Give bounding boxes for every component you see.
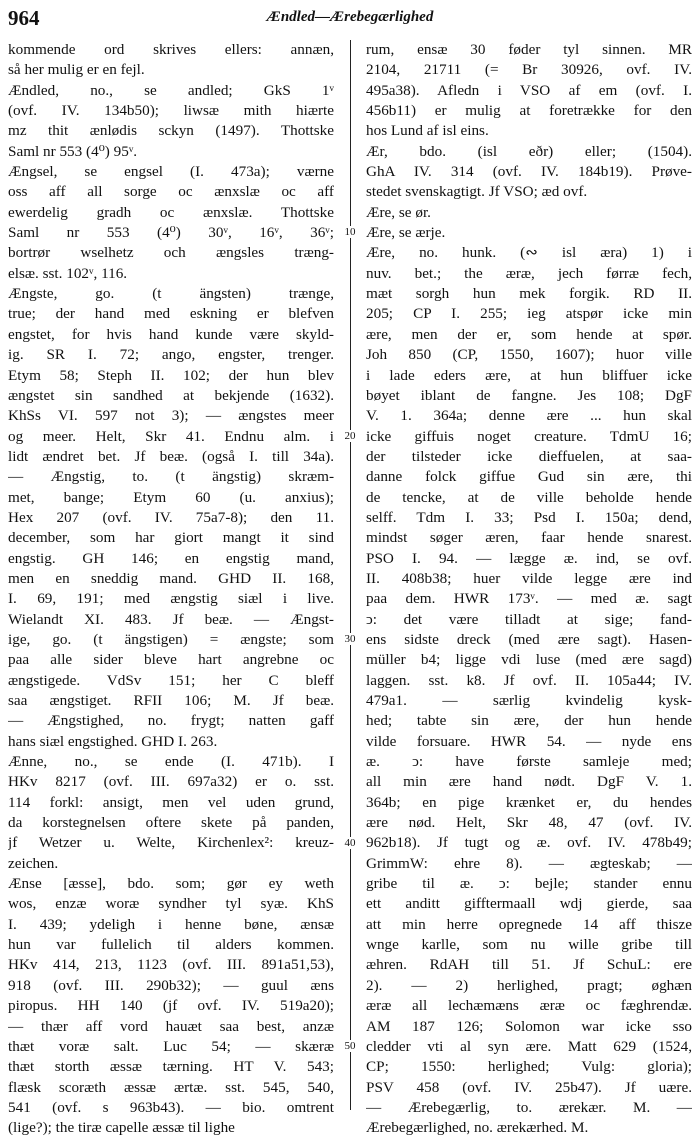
- text-line: att min herre opregnede 14 aff thisze: [366, 915, 692, 933]
- text-line: Ær, bdo. (isl eðr) eller; (1504).: [366, 142, 692, 160]
- right-column: [366, 40, 692, 1139]
- text-line: Joh 850 (CP, 1550, 1607); huor ville: [366, 346, 692, 364]
- text-line: (lige?); the tiræ capelle æssæ til lighe: [8, 1119, 235, 1137]
- text-line: ængstet sin sandhed at bekjende (1632).: [8, 386, 334, 404]
- text-line: bøyet iblant de fangne. Jes 108; DgF: [366, 386, 692, 404]
- text-line: Ængste, go. (t ängsten) trænge,: [8, 285, 334, 303]
- left-column: [8, 40, 334, 1139]
- text-line: Etym 58; Steph II. 102; der hun blev: [8, 366, 334, 384]
- text-line: KhSs VI. 597 not 3); — ængstes meer: [8, 407, 334, 425]
- text-line: selff. Tdm I. 33; Psd I. 150a; dend,: [366, 508, 692, 526]
- text-line: HKv 414, 213, 1123 (ovf. III. 891a51,53),: [8, 956, 334, 974]
- line-number: 50: [344, 1040, 356, 1053]
- text-line: CP; 1550: herlighed; Vulg: gloria);: [366, 1058, 692, 1076]
- text-line: elsæ. sst. 102ᵛ, 116.: [8, 264, 128, 282]
- text-line: og meer. Helt, Skr 41. Endnu alm. i: [8, 427, 334, 445]
- text-line: Ænne, no., se ende (I. 471b). I: [8, 753, 334, 771]
- text-line: — thær aff vord hauæt saa best, anzæ: [8, 1017, 334, 1035]
- text-line: men en sneddig mand. GHD II. 168,: [8, 569, 334, 587]
- text-line: all min ære hand nødt. DgF V. 1.: [366, 773, 692, 791]
- text-line: ære nød. Helt, Skr 48, 47 (ovf. IV.: [366, 814, 692, 832]
- text-line: I. 439; ydeligh i henne bøne, ænsæ: [8, 915, 334, 933]
- text-line: piropus. HH 140 (jf ovf. IV. 519a20);: [8, 997, 334, 1015]
- text-line: saa ængstiget. RFII 106; M. Jf beæ.: [8, 692, 334, 709]
- text-line: Ænse [æsse], bdo. som; gør ey weth: [8, 875, 334, 893]
- text-line: ig. SR I. 72; ango, engster, trenger.: [8, 346, 334, 364]
- text-line: thæt storth æssæ tærning. HT V. 543;: [8, 1058, 334, 1076]
- text-line: GrimmW: ehre 8). — ægteskab; —: [366, 854, 692, 872]
- text-line: mindst søger æren, faar hende snarest.: [366, 529, 692, 547]
- text-line: flæsk scoræth æssæ ærtæ. sst. 545, 540,: [8, 1078, 334, 1096]
- text-line: — Ængstig, to. (t ängstig) skræm-: [8, 468, 334, 486]
- text-line: paa dem. HWR 173ᵛ. — med æ. sagt: [366, 590, 692, 608]
- text-line: hed; tabte sin ære, der hun hende: [366, 712, 692, 730]
- text-line: så her mulig er en fejl.: [8, 61, 145, 79]
- text-line: ære, men der er, som hende at spør.: [366, 325, 692, 343]
- text-line: der tilsteder icke dieffuelen, at saa-: [366, 447, 692, 465]
- text-line: müller b4; ligge vdi luse (med ære sagd): [366, 651, 692, 669]
- text-line: engstig. GH 146; en engstig mand,: [8, 549, 334, 567]
- text-line: 114 forkl: ansigt, men vel uden grund,: [8, 793, 334, 811]
- text-line: met, bange; Etym 60 (u. anxius);: [8, 488, 334, 506]
- text-line: 918 (ovf. III. 290b32); — guul æns: [8, 976, 334, 994]
- text-line: hos Lund af isl eins.: [366, 122, 489, 140]
- text-line: danne folck giffue Gud sin ære, thi: [366, 468, 692, 486]
- line-number: 10: [344, 226, 356, 239]
- text-line: (ovf. IV. 134b50); liwsæ mith hiærte: [8, 102, 334, 120]
- text-line: 456b11) er mulig at foretrække for den: [366, 102, 692, 120]
- text-line: GhA IV. 314 (ovf. IV. 184b19). Prøve-: [366, 163, 692, 181]
- text-line: Saml nr 553 (4⁰) 95ᵛ.: [8, 142, 138, 160]
- text-line: 962b18). Jf tugt og æ. ovf. IV. 478b49;: [366, 834, 692, 852]
- text-line: icke giffuis noget creature. TdmU 16;: [366, 427, 692, 445]
- text-line: true; der hand med eskning er blefven: [8, 305, 334, 323]
- text-line: ens sidste dreck (med ære sagt). Hasen-: [366, 630, 692, 648]
- text-line: Ære, no. hunk. (∾ isl æra) 1) i: [366, 244, 692, 262]
- line-number: 40: [344, 836, 356, 849]
- text-line: 479a1. — særlig kvindelig kysk-: [366, 692, 692, 709]
- text-line: mæt sorgh hun mek forgik. RD II.: [366, 285, 692, 303]
- text-line: rum, ensæ 30 føder tyl sinnen. MR: [366, 41, 692, 58]
- text-line: vilde forsuare. HWR 54. — nyde ens: [366, 732, 692, 750]
- text-line: de tencke, at de ville beholde hende: [366, 488, 692, 506]
- text-line: cledder vti al syn ære. Matt 629 (1524,: [366, 1037, 692, 1055]
- text-line: i lade eders ære, at hun bliffuer icke: [366, 366, 692, 384]
- text-line: — Ængstighed, no. frygt; natten gaff: [8, 712, 334, 730]
- text-line: kommende ord skrives ellers: annæn,: [8, 41, 334, 58]
- text-line: wnge karlle, som nu wille gribe till: [366, 936, 692, 954]
- text-line: lidt ændret bet. Jf beæ. (også I. till 34a).: [8, 447, 334, 465]
- text-line: wos, enzæ woræ syndher tyl syæ. KhS: [8, 895, 334, 913]
- text-line: ige, go. (t ängstigen) = ængste; som: [8, 630, 334, 648]
- text-line: æ. ↄ: have første samleje med;: [366, 753, 692, 771]
- page-number: 964: [8, 6, 40, 30]
- text-line: zeichen.: [8, 854, 59, 872]
- text-line: I. 69, 191; med ængstig siæl i live.: [8, 590, 334, 608]
- text-line: Ære, se ærje.: [366, 224, 446, 242]
- text-line: thæt voræ salt. Luc 54; — skæræ: [8, 1037, 334, 1055]
- text-line: ewerdelig gradh oc ænxslæ. Thottske: [8, 203, 334, 221]
- running-title: Ændled—Ærebegærlighed: [266, 9, 434, 25]
- text-line: AM 187 126; Solomon war icke sso: [366, 1017, 692, 1035]
- text-line: Hex 207 (ovf. IV. 75a7-8); den 11.: [8, 508, 334, 526]
- text-line: ↄ: det være tilladt at sige; fand-: [366, 610, 692, 628]
- text-line: 2). — 2) herlighed, pragt; øghæn: [366, 976, 692, 994]
- text-line: laggen. sst. k8. Jf ovf. II. 105a44; IV.: [366, 671, 692, 689]
- text-line: æhren. RdAH till 51. Jf SchuL: ere: [366, 956, 692, 974]
- text-line: Ærebegærlighed, no. ærekærhed. M.: [366, 1119, 589, 1137]
- text-line: Ængsel, se engsel (I. 473a); værne: [8, 163, 334, 181]
- page-header: [8, 6, 692, 32]
- text-line: nuv. bet.; the æræ, jech førræ fech,: [366, 264, 692, 282]
- text-line: hun var fullelich til alders kommen.: [8, 936, 334, 954]
- text-line: oss aff all sorge oc ænxslæ oc aff: [8, 183, 334, 201]
- text-line: Saml nr 553 (4⁰) 30ᵛ, 16ᵛ, 36ᵛ;: [8, 224, 334, 242]
- text-line: æræ all lechæmæns æræ oc fæghrendæ.: [366, 997, 692, 1015]
- text-line: 495a38). Afledn i VSO af em (ovf. I.: [366, 81, 692, 99]
- text-line: paa alle sider bleve hart angrebne oc: [8, 651, 334, 669]
- text-line: II. 408b38; huer vilde legge ære ind: [366, 569, 692, 587]
- text-line: PSO I. 94. — lægge æ. ind, se ovf.: [366, 549, 692, 567]
- text-line: mz thit ænlødis sckyn (1497). Thottske: [8, 122, 334, 140]
- text-line: 2104, 21711 (= Br 30926, ovf. IV.: [366, 61, 692, 79]
- text-line: hans siæl engstighed. GHD I. 263.: [8, 732, 218, 750]
- text-line: PSV 458 (ovf. IV. 25b47). Jf uære.: [366, 1078, 692, 1096]
- text-line: 364b; en pige krænket er, du hendes: [366, 793, 692, 811]
- text-line: ængstigede. VdSv 151; her C bleff: [8, 671, 334, 689]
- text-line: V. 1. 364a; denne ære ... hun skal: [366, 407, 692, 425]
- text-line: jf Wetzer u. Welte, Kirchenlex²: kreuz-: [8, 834, 334, 852]
- text-line: da korstegnelsen oftere skete på panden,: [8, 814, 334, 832]
- text-line: engstet, for hvis hand kunde være skyld-: [8, 325, 334, 343]
- line-number: 30: [344, 633, 356, 646]
- text-line: stedet svenskagtigt. Jf VSO; æd ovf.: [366, 183, 588, 201]
- text-line: Ændled, no., se andled; GkS 1ᵛ: [8, 81, 334, 99]
- text-line: — Ærebegærlig, to. ærekær. M. —: [366, 1098, 692, 1116]
- column-divider: [350, 40, 351, 1110]
- text-line: 205; CP I. 255; ieg atspør icke min: [366, 305, 692, 323]
- text-line: 541 (ovf. s 963b43). — bio. omtrent: [8, 1098, 334, 1116]
- text-line: Ære, se ør.: [366, 203, 431, 221]
- line-number: 20: [344, 429, 356, 442]
- text-line: HKv 8217 (ovf. III. 697a32) er o. sst.: [8, 773, 334, 791]
- text-line: Wielandt XI. 483. Jf beæ. — Ængst-: [8, 610, 334, 628]
- text-line: ett anditt gifftermaall wdj gierde, saa: [366, 895, 692, 913]
- text-line: gribe til æ. ↄ: bejle; stander ennu: [366, 875, 692, 893]
- text-line: bortrør wselhetz och ængsles træng-: [8, 244, 334, 262]
- text-line: december, som har giort mangt it sind: [8, 529, 334, 547]
